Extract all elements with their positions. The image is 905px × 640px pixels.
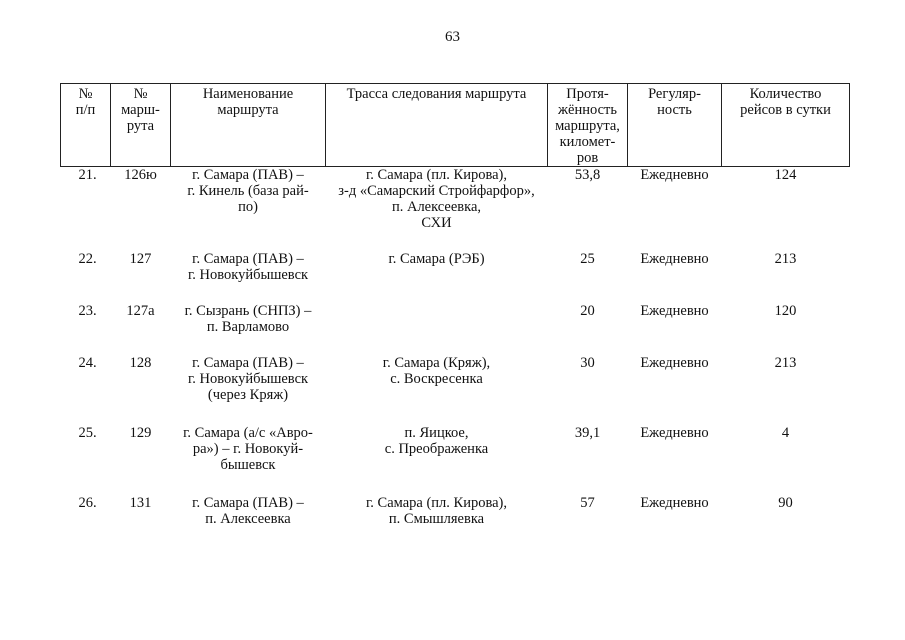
cell-length: 30: [580, 354, 595, 371]
cell-route-path: [326, 355, 548, 425]
cell-route-name: [171, 251, 326, 303]
cell-route-path: [326, 167, 548, 251]
cell-route-name-line: г. Самара (ПАВ) –: [192, 354, 304, 371]
header-route-no-line: №: [133, 86, 148, 102]
cell-route-path: [326, 495, 548, 555]
cell-route-path-line: г. Самара (пл. Кирова),: [365, 167, 508, 183]
cell-route-name-line: (через Кряж): [207, 386, 289, 403]
cell-route-name-line: г. Самара (ПАВ) –: [192, 494, 304, 511]
cell-route-path-line: г. Самара (РЭБ): [388, 250, 485, 267]
cell-route-path: [326, 303, 548, 355]
header-route-path: [326, 84, 548, 167]
header-row: [61, 84, 850, 167]
cell-route-name-line: п. Алексеевка: [205, 510, 291, 527]
cell-route-path: [326, 251, 548, 303]
cell-route-path-line: п. Яицкое,: [404, 424, 469, 441]
table-row: [61, 355, 850, 425]
header-route-name-line: маршрута: [217, 102, 279, 118]
cell-length: 53,8: [574, 167, 601, 183]
header-regularity-line: ность: [657, 102, 692, 118]
cell-trips: 4: [781, 424, 790, 441]
cell-regularity: Ежедневно: [640, 302, 709, 319]
cell-route-path-line: п. Алексеевка,: [391, 199, 482, 215]
cell-route-name-line: п. Варламово: [206, 318, 290, 335]
table-row: [61, 167, 850, 251]
cell-length: 57: [580, 494, 595, 511]
cell-route-no: 127а: [126, 302, 155, 319]
cell-route-name-line: г. Кинель (база рай-: [187, 183, 309, 199]
header-route-name-line: Наименование: [202, 86, 294, 102]
header-regularity-line: Регуляр-: [648, 86, 701, 102]
cell-route-name-line: г. Самара (ПАВ) –: [192, 167, 304, 183]
cell-route-name-line: г. Сызрань (СНПЗ) –: [184, 302, 312, 319]
cell-length: 39,1: [574, 424, 601, 441]
cell-regularity: Ежедневно: [640, 167, 709, 183]
header-length: [548, 84, 628, 167]
header-no-line: п/п: [75, 102, 96, 118]
cell-route-name-line: г. Новокуйбышевск: [187, 370, 309, 387]
cell-length: 25: [580, 250, 595, 267]
routes-table: [60, 83, 850, 555]
cell-route-path-line: с. Преображенка: [384, 440, 489, 457]
cell-trips: 213: [774, 250, 797, 267]
table-row: [61, 251, 850, 303]
cell-route-name-line: г. Самара (ПАВ) –: [192, 250, 304, 267]
table-row: [61, 495, 850, 555]
cell-trips: 120: [774, 302, 797, 319]
header-length-line: жённость: [558, 102, 617, 118]
cell-route-path-line: п. Смышляевка: [388, 510, 485, 527]
cell-regularity: Ежедневно: [640, 354, 709, 371]
cell-route-no: 127: [129, 250, 152, 267]
header-regularity: [628, 84, 722, 167]
header-route-no-line: марш-: [121, 102, 160, 118]
cell-route-no: 128: [129, 354, 152, 371]
cell-route-name: [171, 495, 326, 555]
cell-route-name-line: бышевск: [220, 456, 276, 473]
cell-regularity: Ежедневно: [640, 424, 709, 441]
cell-route-name: [171, 303, 326, 355]
cell-route-no: 129: [129, 424, 152, 441]
cell-route-path: [326, 425, 548, 495]
cell-route-path-line: г. Самара (пл. Кирова),: [365, 494, 508, 511]
cell-trips: 213: [774, 354, 797, 371]
header-trips: [722, 84, 850, 167]
cell-route-name-line: г. Самара (а/с «Авро-: [183, 424, 313, 441]
cell-route-name: [171, 167, 326, 251]
cell-regularity: Ежедневно: [640, 494, 709, 511]
cell-trips: 90: [778, 494, 793, 511]
header-route-name: [171, 84, 326, 167]
cell-length: 20: [580, 302, 595, 319]
cell-trips: 124: [774, 167, 797, 183]
header-route-path-line: Трасса следования маршрута: [346, 86, 527, 102]
cell-no: 26.: [78, 494, 97, 511]
table-body: [61, 167, 850, 555]
cell-no: 21.: [78, 167, 97, 183]
cell-route-path-line: с. Воскресенка: [390, 370, 483, 387]
header-no-line: №: [78, 86, 93, 102]
cell-no: 25.: [78, 424, 97, 441]
cell-route-path-line: СХИ: [421, 215, 452, 231]
cell-route-name: [171, 425, 326, 495]
cell-route-name-line: г. Новокуйбышевск: [187, 266, 309, 283]
cell-route-name: [171, 355, 326, 425]
cell-no: 22.: [78, 250, 97, 267]
header-trips-line: рейсов в сутки: [740, 102, 831, 118]
header-route-no-line: рута: [126, 118, 155, 134]
cell-no: 23.: [78, 302, 97, 319]
header-length-line: ров: [576, 150, 599, 166]
header-length-line: маршрута,: [555, 118, 620, 134]
table-row: [61, 303, 850, 355]
header-trips-line: Количество: [749, 86, 822, 102]
page-number: 63: [445, 29, 460, 45]
cell-route-path-line: г. Самара (Кряж),: [382, 354, 491, 371]
cell-route-no: 131: [129, 494, 152, 511]
header-length-line: километ-: [559, 134, 616, 150]
cell-route-no: 126ю: [124, 167, 157, 183]
cell-no: 24.: [78, 354, 97, 371]
header-length-line: Протя-: [566, 86, 609, 102]
cell-regularity: Ежедневно: [640, 250, 709, 267]
header-route-no: [111, 84, 171, 167]
cell-route-name-line: по): [238, 199, 258, 215]
header-no: [61, 84, 111, 167]
cell-route-path-line: з-д «Самарский Стройфарфор»,: [338, 183, 535, 199]
cell-route-name-line: ра») – г. Новокуй-: [192, 440, 304, 457]
table-row: [61, 425, 850, 495]
